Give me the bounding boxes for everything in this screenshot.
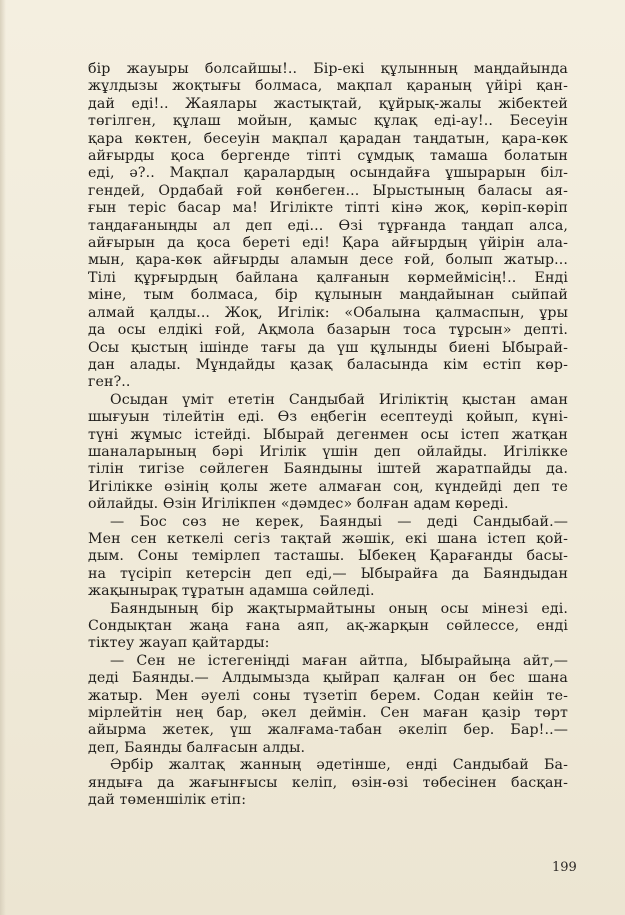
text-line: еді, ә?.. Мақпал қаралардың осындайға ұшырарын біл- [88, 165, 568, 182]
text-line: тілін тигізе сөйлеген Баяндыны іштей жаратпайды да. [88, 461, 568, 478]
text-line: дай төменшілік етіп: [88, 792, 247, 809]
text-line: мірлейтін нең бар, әкел деймін. Сен маған қазір төрт [88, 705, 568, 722]
text-line: шаналарының бәрі Игілік үшін деп ойлайды. Игілікке [88, 443, 568, 460]
text-line: дай еді!.. Жаялары жастықтай, құйрық-жалы жібектей [88, 95, 568, 112]
text-line: жақынырақ тұратын адамша сөйледі. [88, 583, 375, 600]
text-line: Баяндының бір жақтырмайтыны оның осы мінезі еді. [110, 600, 568, 617]
text-line: Осы қыстың ішінде тағы да үш құлынды биені Ыбырай- [88, 339, 568, 356]
text-line: айырма жетек, үш жалғама-табан әкеліп бер. Бар!..— [88, 722, 568, 739]
text-line: бір жауыры болсайшы!.. Бір-екі құлынның маңдайында [88, 61, 568, 77]
text-line: — Бос сөз не керек, Баяндыі — деді Сандыбай.— [110, 513, 568, 530]
text-line: Осыдан үміт ететін Сандыбай Игіліктің қыстан аман [110, 391, 568, 408]
text-line: жұлдызы жоқтығы болмаса, мақпал қараның үйірі қан- [88, 78, 568, 95]
text-line: деді Баянды.— Алдымызда қыйрап қалған он бес шана [88, 670, 568, 687]
text-line: міне, тым болмаса, бір құлынын маңдайынан сыйпай [88, 287, 568, 304]
text-line: Игілікке өзінің қолы жете алмаған соң, күндейді деп те [88, 478, 568, 495]
text-line: айғырды қоса бергенде тіпті сұмдық тамаша болатын [88, 148, 568, 165]
text-line: мын, қара-көк айғырды аламын десе ғой, болып жатыр... [88, 252, 568, 269]
page-edge-shadow [0, 0, 6, 915]
text-line: Тілі құрғырдың байлана қалғанын көрмеймісің!.. Енді [88, 269, 568, 286]
text-line: тіктеу жауап қайтарды: [88, 635, 270, 652]
body-text [88, 61, 568, 809]
text-line: ген?.. [88, 374, 131, 391]
text-line: алмай қалды... Жоқ, Игілік: «Обалына қалмаспын, ұры [88, 304, 568, 321]
text-line: на түсіріп кетерсін деп еді,— Ыбырайға да Баяндыдан [88, 565, 568, 582]
text-line: қара көктен, бесеуін мақпал қарадан таңдатын, қара-көк [88, 130, 568, 147]
text-line: гендей, Ордабай ғой көнбеген... Ырыстының баласы ая- [88, 182, 568, 199]
text-line: ғын теріс басар ма! Игілікте тіпті кінә жоқ, көріп-көріп [88, 200, 568, 217]
page-number: 199 [552, 860, 577, 875]
text-line: деп, Баянды балғасын алды. [88, 739, 306, 756]
text-line: шығуын тілейтін еді. Өз еңбегін есептеуді қойып, күні- [88, 409, 568, 426]
text-line: ойлайды. Өзін Игілікпен «дәмдес» болған адам көреді. [88, 496, 509, 513]
text-line: таңдағаныңды ал деп еді... Өзі тұрғанда таңдап алса, [88, 217, 568, 234]
text-line: да осы елдікі ғой, Ақмола базарын тоса тұрсын» депті. [88, 322, 568, 339]
text-line: яндыға да жағынғысы келіп, өзін-өзі төбесінен басқан- [88, 774, 568, 791]
text-line: дым. Соны темірлеп тасташы. Ыбекең Қарағанды басы- [88, 548, 568, 565]
text-line: Сондықтан жаңа ғана аяп, ақ-жарқын сөйлессе, енді [88, 618, 568, 634]
text-line: Әрбір жалтақ жанның әдетінше, енді Сандыбай Ба- [110, 757, 568, 774]
text-line: түні жұмыс істейді. Ыбырай дегенмен осы істеп жатқан [88, 426, 568, 443]
text-line: айғырын да қоса береті еді! Қара айғырдың үйірін ала- [88, 235, 568, 252]
text-line: төгілген, құлаш мойын, қамыс құлақ еді-ау!.. Бесеуін [88, 113, 568, 130]
text-line: дан алады. Мұндайды қазақ баласында кім естіп көр- [88, 356, 568, 373]
text-line: Мен сен кеткелі сегіз тақтай жәшік, екі шана істеп қой- [88, 530, 568, 547]
text-line: — Сен не істегеніңді маған айтпа, Ыбырайыңа айт,— [110, 652, 568, 669]
text-line: жатыр. Мен әуелі соны түзетіп берем. Содан кейін те- [88, 687, 568, 704]
